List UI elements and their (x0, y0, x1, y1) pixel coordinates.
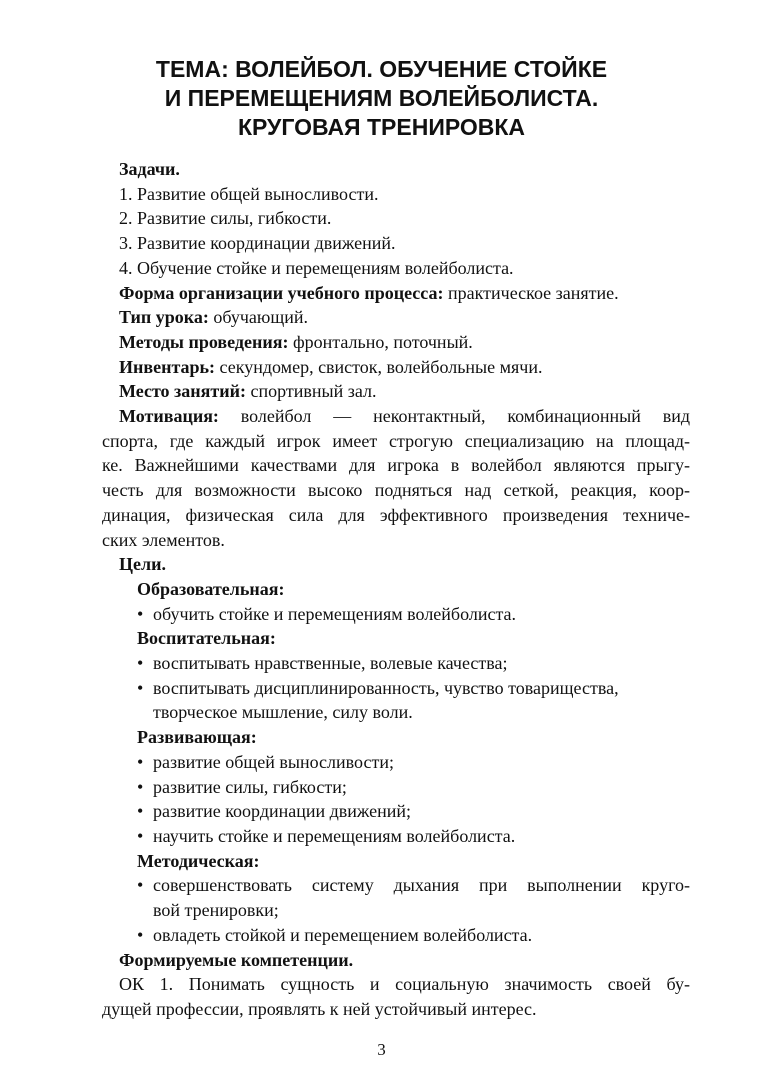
bullet-item (102, 873, 690, 898)
bullet-icon: • (137, 825, 144, 846)
bullet-item (102, 676, 690, 701)
field-location (102, 379, 690, 404)
bullet-icon: • (137, 875, 144, 896)
goal-educational-heading (102, 577, 690, 602)
title-line: ТЕМА: ВОЛЕЙБОЛ. ОБУЧЕНИЕ СТОЙКЕ (155, 56, 608, 82)
goal-upbringing-heading (102, 626, 690, 651)
competency-line: дущей профессии, проявлять к ней устойчивый интерес. (102, 998, 537, 1019)
bullet-item (102, 750, 690, 775)
field-label: Форма организации учебного процесса: (119, 282, 444, 303)
heading-text: Цели. (119, 554, 166, 575)
heading-text: Развивающая: (137, 727, 257, 748)
title-line: КРУГОВАЯ ТРЕНИРОВКА (237, 114, 526, 140)
field-value: секундомер, свисток, волейбольные мячи. (215, 356, 543, 377)
bullet-text: развитие координации движений; (153, 801, 412, 822)
bullet-item (102, 775, 690, 800)
field-lesson-type (102, 305, 690, 330)
bullet-text: развитие общей выносливости; (153, 751, 394, 772)
task-item: 4. Обучение стойке и перемещениям волейболиста. (119, 257, 514, 278)
motivation-label: Мотивация: (119, 406, 219, 427)
bullet-icon: • (137, 924, 144, 945)
field-label: Тип урока: (119, 307, 209, 328)
bullet-icon: • (137, 603, 144, 624)
tasks-heading (102, 157, 690, 182)
bullet-item (102, 602, 690, 627)
bullet-text: обучить стойке и перемещениям волейболиста. (153, 603, 517, 624)
field-equipment (102, 355, 690, 380)
page-number: 3 (377, 1040, 386, 1059)
bullet-item (102, 799, 690, 824)
bullet-text: воспитывать нравственные, волевые качества; (153, 653, 508, 674)
bullet-item (102, 651, 690, 676)
bullet-icon: • (137, 653, 144, 674)
field-value: обучающий. (208, 307, 308, 328)
field-label: Инвентарь: (119, 356, 216, 377)
bullet-item (102, 824, 690, 849)
bullet-item (102, 923, 690, 948)
motivation-line: честь для возможности высоко подняться над сеткой, реакция, коор- (102, 480, 690, 501)
goal-developing-heading (102, 725, 690, 750)
field-value: практическое занятие. (443, 282, 619, 303)
field-label: Место занятий: (119, 381, 246, 402)
field-form (102, 281, 690, 306)
motivation-line: ских элементов. (102, 529, 225, 550)
bullet-icon: • (137, 677, 144, 698)
competency-line: ОК 1. Понимать сущность и социальную значимость своей бу- (119, 974, 690, 995)
document-body (102, 157, 690, 1022)
bullet-text: овладеть стойкой и перемещением волейболиста. (153, 924, 533, 945)
bullet-icon: • (137, 776, 144, 797)
field-methods (102, 330, 690, 355)
bullet-continuation: вой тренировки; (153, 900, 279, 921)
motivation-line: ке. Важнейшими качествами для игрока в волейбол являются прыгу- (102, 455, 690, 476)
bullet-text: совершенствовать систему дыхания при выполнении круго- (153, 875, 690, 896)
bullet-icon: • (137, 801, 144, 822)
bullet-icon: • (137, 751, 144, 772)
page-title (0, 55, 763, 142)
heading-text: Методическая: (137, 850, 260, 871)
field-value: спортивный зал. (245, 381, 377, 402)
bullet-text: воспитывать дисциплинированность, чувство товарищества, (153, 677, 619, 698)
heading-text: Задачи. (119, 159, 180, 179)
field-label: Методы проведения: (119, 331, 289, 352)
motivation-text: волейбол — неконтактный, комбинационный вид (218, 406, 690, 427)
motivation-line: динация, физическая сила для эффективного произведения техниче- (102, 504, 690, 525)
heading-text: Формируемые компетенции. (119, 949, 354, 970)
heading-text: Образовательная: (137, 578, 285, 599)
task-item: 2. Развитие силы, гибкости. (119, 208, 332, 229)
bullet-text: научить стойке и перемещениям волейболиста. (153, 825, 516, 846)
task-item: 3. Развитие координации движений. (119, 233, 396, 254)
motivation-line (102, 404, 690, 429)
goal-methodical-heading (102, 849, 690, 874)
field-value: фронтально, поточный. (288, 331, 473, 352)
bullet-continuation: творческое мышление, силу воли. (153, 702, 413, 723)
title-line: И ПЕРЕМЕЩЕНИЯМ ВОЛЕЙБОЛИСТА. (164, 85, 599, 111)
goals-heading (102, 552, 690, 577)
task-item: 1. Развитие общей выносливости. (119, 183, 379, 204)
heading-text: Воспитательная: (137, 628, 276, 649)
competencies-heading (102, 948, 690, 973)
motivation-line: спорта, где каждый игрок имеет строгую специализацию на площад- (102, 430, 690, 451)
bullet-text: развитие силы, гибкости; (153, 776, 347, 797)
